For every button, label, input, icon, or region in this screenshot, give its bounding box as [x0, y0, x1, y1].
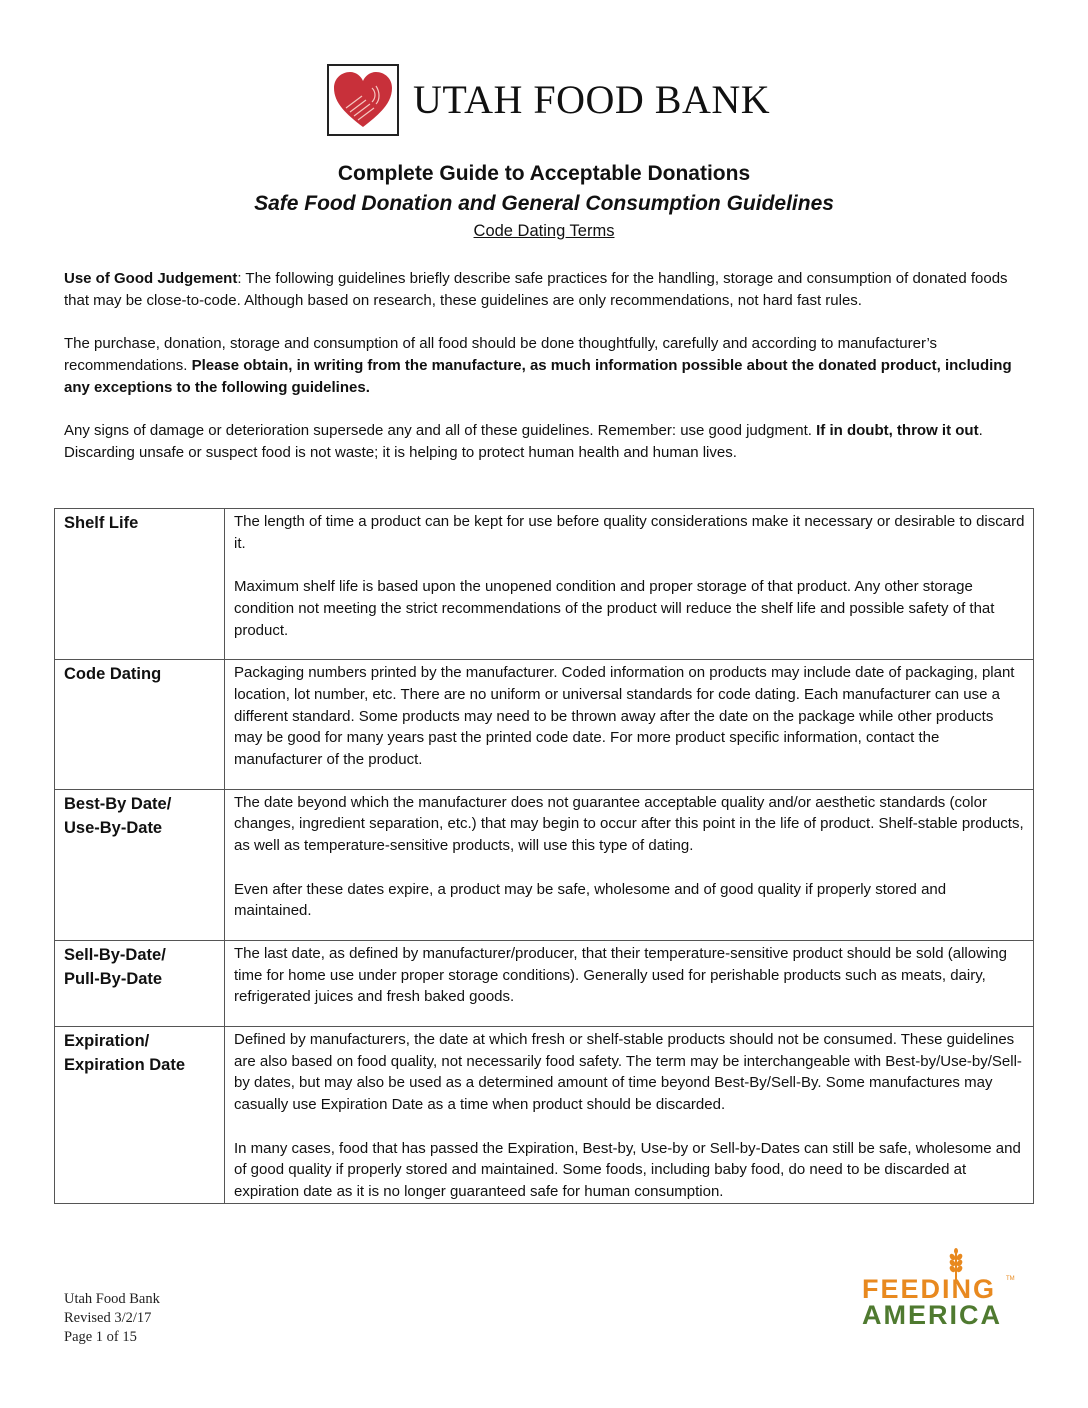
definition-cell [225, 789, 1034, 940]
organization-name: UTAH FOOD BANK [413, 77, 771, 122]
feeding-america-logo [860, 1248, 1020, 1328]
document-titles [0, 160, 1088, 242]
definition-text: The length of time a product can be kept for use before quality considerations make it necessary or desirable to discard it. [234, 513, 1025, 552]
utah-food-bank-logo [327, 64, 770, 136]
term-label: Code Dating [64, 665, 162, 684]
intro-bold-text: Please obtain, in writing from the manufacture, as much information possible about the donated product, including any exceptions to the following guidelines. [64, 356, 1012, 396]
intro-paragraph-3 [64, 420, 1030, 463]
term-cell [55, 789, 225, 940]
intro-text-span: . Discarding unsafe or suspect food is not waste; it is helping to protect human health and human lives. [64, 421, 983, 461]
term-label: Best-By Date/ [64, 794, 172, 813]
term-cell [55, 509, 225, 660]
section-heading: Code Dating Terms [473, 222, 615, 240]
table-row [55, 509, 1034, 660]
definition-text: In many cases, food that has passed the Expiration, Best-by, Use-by or Sell-by-Dates can still be safe, wholesome and of good quality if properly stored and maintained. Some foods, including baby food, do need to be discarded at expiration date as it is no longer guaranteed safe for human consumption. [234, 1139, 1021, 1200]
footer-page-number: Page 1 of 15 [64, 1329, 137, 1345]
footer-revised-date: Revised 3/2/17 [64, 1310, 152, 1326]
heart-hands-icon [327, 64, 399, 136]
definition-cell [225, 940, 1034, 1026]
page-subtitle: Safe Food Donation and General Consumption Guidelines [254, 192, 834, 215]
term-cell [55, 1027, 225, 1204]
table-row [55, 940, 1034, 1026]
term-label: Shelf Life [64, 514, 139, 532]
code-dating-terms-table [54, 508, 1034, 1204]
trademark-mark: TM [1006, 1276, 1015, 1282]
definition-text: Maximum shelf life is based upon the unopened condition and proper storage of that product. Any other storage condition not meeting the strict recommendations of the product will reduce the shelf life and possible safety of that product. [234, 578, 995, 639]
intro-text-span: Any signs of damage or deterioration supersede any and all of these guidelines. Remember: use good judgment. [64, 421, 817, 439]
term-label: Expiration/ [64, 1032, 150, 1051]
definition-cell [225, 660, 1034, 790]
term-label: Expiration Date [64, 1056, 186, 1075]
intro-paragraph-1 [64, 268, 1030, 311]
page-title: Complete Guide to Acceptable Donations [337, 162, 751, 185]
intro-text-span: : The following guidelines briefly describe safe practices for the handling, storage and consumption of donated foods that may be close-to-code. Although based on research, these guidelines are only recommendations, not hard fast rules. [64, 270, 1008, 309]
definition-text: Even after these dates expire, a product may be safe, wholesome and of good quality if properly stored and maintained. [234, 880, 947, 920]
term-label: Sell-By-Date/ [64, 945, 166, 964]
table-row [55, 1027, 1034, 1204]
intro-bold-text: If in doubt, throw it out [816, 421, 979, 439]
definition-text: The date beyond which the manufacturer does not guarantee acceptable quality and/or aesthetic standards (color changes, ingredient separation, etc.) that may begin to occur after this point in the life of product. Shelf-stable products, as well as temperature-sensitive products, will use this type of dating. [234, 793, 1024, 855]
intro-text [64, 268, 1030, 485]
feeding-text: FEEDING [862, 1274, 997, 1304]
footer-org: Utah Food Bank [64, 1291, 160, 1307]
term-cell [55, 660, 225, 790]
america-text: AMERICA [862, 1300, 1002, 1330]
definition-text: The last date, as defined by manufacturer/producer, that their temperature-sensitive product should be sold (allowing time for home use under proper storage conditions). Generally used for perishable products such as meats, dairy, refrigerated juices and fresh baked goods. [234, 944, 1007, 1006]
table-row [55, 660, 1034, 790]
table-row [55, 789, 1034, 940]
definition-text: Packaging numbers printed by the manufacturer. Coded information on products may include date of packaging, plant location, lot number, etc. There are no uniform or universal standards for code dating. Each manufacturer can use a different standard. Some products may need to be thrown away after the date on the package while other products may be good for many years past the printed code date. For more product specific information, contact the manufacturer of the product. [234, 664, 1015, 769]
definition-text: Defined by manufacturers, the date at which fresh or shelf-stable products should not be consumed. These guidelines are also based on food quality, not necessarily food safety. The term may be interchangeable with Best-by/Use-by/Sell-by dates, but may also be used as a determined amount of time beyond Best-By/Sell-By. Some manufactures may casually use Expiration Date as a time when product should be discarded. [234, 1031, 1022, 1114]
definition-cell [225, 509, 1034, 660]
intro-text-span: The purchase, donation, storage and consumption of all food should be done thoughtfully, carefully and according to manufacturer’s recommendations. [64, 335, 938, 374]
definition-cell [225, 1027, 1034, 1204]
page-footer [64, 1290, 160, 1347]
term-cell [55, 940, 225, 1026]
term-label: Use-By-Date [64, 818, 163, 837]
term-label: Pull-By-Date [64, 969, 163, 988]
intro-paragraph-2 [64, 333, 1030, 398]
intro-bold-label: Use of Good Judgement [64, 270, 238, 287]
